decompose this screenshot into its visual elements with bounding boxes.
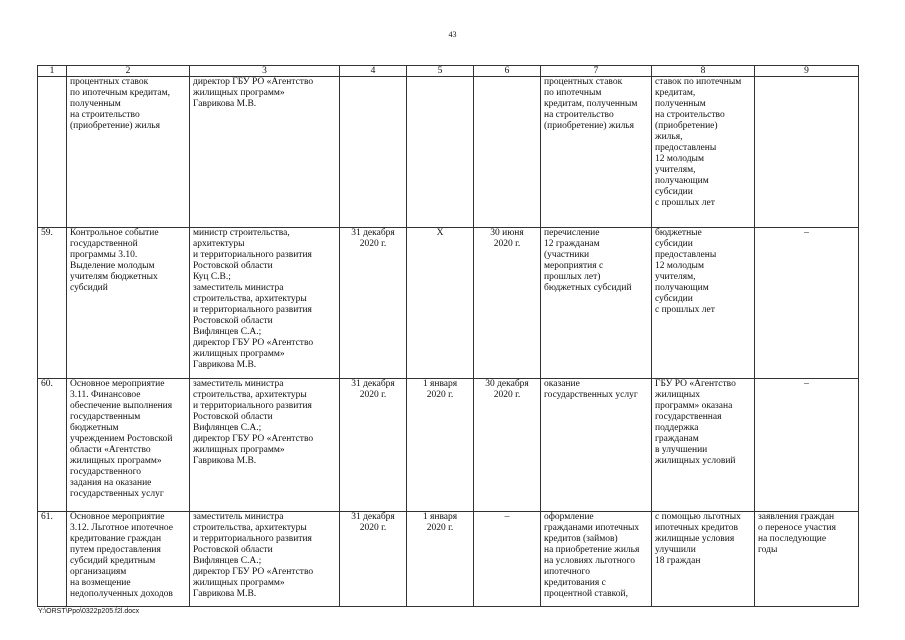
cell-line: жилищных программ» <box>70 456 162 466</box>
responsible-cell <box>190 77 340 228</box>
header-cell: 3 <box>190 66 340 77</box>
cell-line: жилищных <box>655 390 701 400</box>
cell-line: недополученных доходов <box>70 589 173 599</box>
cell-line: 2020 г. <box>359 523 387 533</box>
program-table <box>37 65 859 607</box>
cell-line: Х <box>436 228 444 238</box>
cell-line: Ростовской области <box>193 412 273 422</box>
responsible-cell <box>190 512 340 607</box>
cell-line: 18 граждан <box>655 556 701 566</box>
event-name-cell <box>67 512 190 607</box>
start-date-cell <box>407 379 474 512</box>
cell-line: по ипотечным кредитам, <box>70 88 171 98</box>
cell-line: путем предоставления <box>70 545 161 555</box>
cell-line: (приобретение) <box>655 121 718 131</box>
cell-line: 2020 г. <box>493 239 521 249</box>
actual-result-cell <box>652 512 755 607</box>
cell-line: субсидии <box>655 239 693 249</box>
header-cell: 4 <box>340 66 407 77</box>
cell-line: жилищных программ» <box>193 578 285 588</box>
cell-line: мероприятия с <box>544 261 604 271</box>
cell-line: государственной <box>70 239 138 249</box>
cell-line: заместитель министра <box>193 379 284 389</box>
event-name-cell <box>67 379 190 512</box>
cell-line: строительства, архитектуры <box>193 294 307 304</box>
cell-line: директор ГБУ РО «Агентство <box>193 567 314 577</box>
cell-line: заместитель министра <box>193 283 284 293</box>
cell-line: 2020 г. <box>359 239 387 249</box>
cell-line: 12 молодым <box>655 154 704 164</box>
cell-line: организациям <box>70 567 127 577</box>
cell-line: жилищных программ» <box>193 445 285 455</box>
event-name-cell <box>67 228 190 379</box>
cell-line: ипотечных кредитов <box>655 523 738 533</box>
header-cell: 1 <box>38 66 67 77</box>
cell-line: 2020 г. <box>359 390 387 400</box>
cell-line: Ростовской области <box>193 316 273 326</box>
table-row <box>38 228 859 379</box>
cell-line: строительства, архитектуры <box>193 523 307 533</box>
cell-line: Гаврикова М.В. <box>193 99 257 109</box>
cell-line: 2020 г. <box>493 390 521 400</box>
cell-line: на приобретение жилья <box>544 545 640 555</box>
cell-line: государственным <box>70 412 141 422</box>
cell-line: 30 июня <box>490 228 524 238</box>
cell-line: на возмещение <box>70 578 131 588</box>
cell-line: оказание <box>544 379 580 389</box>
table-row <box>38 379 859 512</box>
cell-line: бюджетным <box>70 423 119 433</box>
cell-line: и территориального развития <box>193 250 312 260</box>
cell-line: 1 января <box>422 379 458 389</box>
cell-line: субсидий <box>70 283 108 293</box>
cell-line: 31 декабря <box>351 228 395 238</box>
cell-line: Ростовской области <box>193 261 273 271</box>
cell-line: кредитам, полученным <box>544 99 638 109</box>
cell-line: жилищных программ» <box>193 349 285 359</box>
cell-line: государственных услуг <box>544 390 638 400</box>
plan-date-cell <box>340 512 407 607</box>
cell-line: бюджетные <box>655 228 702 238</box>
page-number: 43 <box>448 30 457 39</box>
expected-result-cell <box>541 379 652 512</box>
cell-line: Основное мероприятие <box>70 379 165 389</box>
start-date-cell <box>407 77 474 228</box>
expected-result-cell <box>541 77 652 228</box>
cell-line: 2020 г. <box>426 523 454 533</box>
cell-line: субсидии <box>655 294 693 304</box>
cell-line: (участники <box>544 250 590 260</box>
expected-result-cell <box>541 512 652 607</box>
plan-date-cell <box>340 77 407 228</box>
cell-line: субсидии <box>655 187 693 197</box>
cell-line: директор ГБУ РО «Агентство <box>193 77 314 87</box>
cell-line: в улучшении <box>655 445 708 455</box>
cell-line: кредитования с <box>544 578 606 588</box>
plan-date-cell <box>340 379 407 512</box>
cell-line: процентных ставок <box>544 77 623 87</box>
end-date-cell <box>474 379 541 512</box>
cell-line: гражданами ипотечных <box>544 523 640 533</box>
cell-line: 12 гражданам <box>544 239 600 249</box>
cell-line: Выделение молодым <box>70 261 155 271</box>
cell-line: с прошлых лет <box>655 198 715 208</box>
cell-line: Основное мероприятие <box>70 512 165 522</box>
cell-line: 2020 г. <box>426 390 454 400</box>
row-number-cell: 59. <box>38 228 67 379</box>
cell-line: директор ГБУ РО «Агентство <box>193 338 314 348</box>
cell-line: архитектуры <box>193 239 245 249</box>
cell-line: Контрольное событие <box>70 228 159 238</box>
cell-line: задания на оказание <box>70 478 152 488</box>
table-row <box>38 512 859 607</box>
cell-line: с помощью льготных <box>655 512 741 522</box>
start-date-cell <box>407 512 474 607</box>
cell-line: государственная <box>655 412 722 422</box>
table-row <box>38 77 859 228</box>
cell-line: о переносе участия <box>758 523 836 533</box>
cell-line: годы <box>758 545 778 555</box>
cell-line: учителям, <box>655 165 696 175</box>
cell-line: Вифлянцев С.А.; <box>193 423 262 433</box>
actual-result-cell <box>652 77 755 228</box>
cell-line: ипотечного <box>544 567 590 577</box>
cell-line: предоставлены <box>655 250 717 260</box>
cell-line: Гаврикова М.В. <box>193 360 257 370</box>
cell-line: прошлых лет) <box>544 272 601 282</box>
expected-result-cell <box>541 228 652 379</box>
plan-date-cell <box>340 228 407 379</box>
cell-line: процентных ставок <box>70 77 149 87</box>
cell-line: на строительство <box>70 110 140 120</box>
cell-line: полученным <box>655 99 706 109</box>
cell-line: (приобретение) жилья <box>70 121 161 131</box>
cell-line: 12 молодым <box>655 261 704 271</box>
cell-line: на строительство <box>655 110 725 120</box>
cell-line: – <box>504 512 510 522</box>
cell-line: жилищных условий <box>655 456 736 466</box>
cell-line: министр строительства, <box>193 228 290 238</box>
cell-line: получающим <box>655 283 709 293</box>
cell-line: 3.11. Финансовое <box>70 390 141 400</box>
responsible-cell <box>190 228 340 379</box>
cell-line: и территориального развития <box>193 305 312 315</box>
cell-line: бюджетных субсидий <box>544 283 632 293</box>
cell-line: государственного <box>70 467 142 477</box>
cell-line: Гаврикова М.В. <box>193 456 257 466</box>
cell-line: на последующие <box>758 534 827 544</box>
cell-line: получающим <box>655 176 709 186</box>
cell-line: ГБУ РО «Агентство <box>655 379 736 389</box>
cell-line: заявления граждан <box>758 512 835 522</box>
cell-line: программы 3.10. <box>70 250 138 260</box>
cell-line: (приобретение) жилья <box>544 121 635 131</box>
cell-line: учреждением Ростовской <box>70 434 173 444</box>
cell-line: 3.12. Льготное ипотечное <box>70 523 173 533</box>
cell-line: Вифлянцев С.А.; <box>193 556 262 566</box>
row-number-cell <box>38 77 67 228</box>
cell-line: обеспечение выполнения <box>70 401 173 411</box>
cell-line: кредитов (займов) <box>544 534 618 544</box>
cell-line: гражданам <box>655 434 699 444</box>
deviation-reason-cell <box>755 512 859 607</box>
cell-line: на условиях льготного <box>544 556 635 566</box>
header-cell: 9 <box>755 66 859 77</box>
header-row <box>38 66 859 77</box>
cell-line: по ипотечным <box>544 88 602 98</box>
cell-line: субсидий кредитным <box>70 556 156 566</box>
cell-line: полученным <box>70 99 121 109</box>
cell-line: Куц С.В.; <box>193 272 231 282</box>
cell-line: ставок по ипотечным <box>655 77 742 87</box>
cell-line: оформление <box>544 512 594 522</box>
row-number-cell: 61. <box>38 512 67 607</box>
cell-line: и территориального развития <box>193 401 312 411</box>
cell-line: и территориального развития <box>193 534 312 544</box>
cell-line: области «Агентство <box>70 445 151 455</box>
header-cell: 8 <box>652 66 755 77</box>
cell-line: заместитель министра <box>193 512 284 522</box>
actual-result-cell <box>652 228 755 379</box>
header-cell: 2 <box>67 66 190 77</box>
cell-line: предоставлены <box>655 143 717 153</box>
end-date-cell <box>474 77 541 228</box>
header-cell: 5 <box>407 66 474 77</box>
cell-line: учителям, <box>655 272 696 282</box>
cell-line: перечисление <box>544 228 600 238</box>
cell-line: жилья, <box>655 132 683 142</box>
deviation-reason-cell: – <box>755 228 859 379</box>
row-number-cell: 60. <box>38 379 67 512</box>
cell-line: учителям бюджетных <box>70 272 158 282</box>
cell-line: Вифлянцев С.А.; <box>193 327 262 337</box>
cell-line: 30 декабря <box>485 379 529 389</box>
cell-line: строительства, архитектуры <box>193 390 307 400</box>
cell-line: 31 декабря <box>351 512 395 522</box>
start-date-cell <box>407 228 474 379</box>
cell-line: жилищных программ» <box>193 88 285 98</box>
cell-line: 31 декабря <box>351 379 395 389</box>
cell-line: 1 января <box>422 512 458 522</box>
cell-line: жилищные условия <box>655 534 735 544</box>
file-path-footer: Y:\ORST\Ppo\0322p205.f2l.docx <box>38 608 140 615</box>
header-cell: 7 <box>541 66 652 77</box>
deviation-reason-cell <box>755 77 859 228</box>
cell-line: процентной ставкой, <box>544 589 628 599</box>
header-cell: 6 <box>474 66 541 77</box>
cell-line: с прошлых лет <box>655 305 715 315</box>
responsible-cell <box>190 379 340 512</box>
deviation-reason-cell: – <box>755 379 859 512</box>
cell-line: на строительство <box>544 110 614 120</box>
actual-result-cell <box>652 379 755 512</box>
cell-line: кредитам, <box>655 88 696 98</box>
end-date-cell <box>474 228 541 379</box>
cell-line: кредитование граждан <box>70 534 162 544</box>
cell-line: улучшили <box>655 545 696 555</box>
end-date-cell <box>474 512 541 607</box>
cell-line: директор ГБУ РО «Агентство <box>193 434 314 444</box>
cell-line: программ» оказана <box>655 401 733 411</box>
cell-line: Ростовской области <box>193 545 273 555</box>
cell-line: поддержка <box>655 423 699 433</box>
cell-line: государственных услуг <box>70 489 164 499</box>
event-name-cell <box>67 77 190 228</box>
cell-line: Гаврикова М.В. <box>193 589 257 599</box>
